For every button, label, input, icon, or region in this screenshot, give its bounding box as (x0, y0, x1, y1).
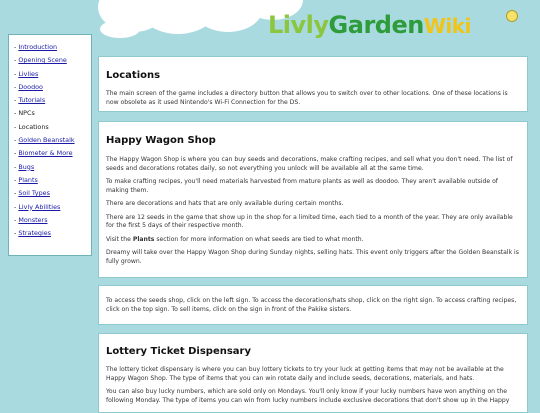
sidebar-item-monsters[interactable]: - Monsters (14, 215, 48, 224)
lottery-section (98, 333, 528, 413)
sidebar-item-label: NPCs (18, 109, 35, 118)
sidebar-item-label[interactable]: Opening Scene (18, 56, 67, 65)
sidebar-item-bugs[interactable]: - Bugs (14, 162, 35, 171)
sidebar-item-introduction[interactable]: - Introduction (14, 43, 58, 51)
sidebar-item-label[interactable]: Livlies (18, 69, 39, 78)
wagon-text: section for more information on what seeds are tied to what month. (154, 235, 364, 243)
sidebar-item-label[interactable]: Golden Beanstalk (18, 136, 75, 145)
sidebar-item-doodoo[interactable]: - Doodoo (14, 82, 43, 91)
locations-heading: Locations (106, 70, 161, 81)
wagon-paragraph: To make crafting recipes, you'll need materials harvested from mature plants as well as doodoo. They aren't available outside of making them. (106, 178, 498, 194)
locations-text: The main screen of the game includes a directory button that allows you to switch over to other locations. One of these locations is now obsolete as it used Nintendo's Wi-Fi Connection for the DS. (106, 90, 508, 106)
wagon-paragraph: The Happy Wagon Shop is where you can buy seeds and decorations, make crafting recipes, and sell what you don't need. The list of seeds and decorations rotates daily, so not everything you unlock will be available all at the same time. (106, 156, 513, 172)
wagon-text: Visit the (106, 235, 133, 243)
wagon-paragraph (106, 236, 520, 245)
sidebar-item-label[interactable]: Plants (18, 175, 38, 184)
lottery-heading: Lottery Ticket Dispensary (106, 346, 252, 357)
sidebar-item-label[interactable]: Soil Types (18, 189, 50, 198)
sidebar-item-opening-scene[interactable]: - Opening Scene (14, 56, 67, 65)
sidebar-nav (8, 34, 92, 256)
sidebar-item-label[interactable]: Doodoo (18, 82, 43, 91)
sidebar-item-tutorials[interactable]: - Tutorials (14, 96, 46, 105)
shop-access-text: To access the seeds shop, click on the left sign. To access the decorations/hats shop, click on the right sign. To access crafting recipes, click on the top sign. To sell items, click on the sign in front of the Pakike sisters. (106, 297, 517, 313)
sidebar-item-locations: - Locations (14, 122, 49, 131)
sidebar-item-label[interactable]: Tutorials (18, 96, 46, 105)
sidebar-item-label[interactable]: Strategies (18, 229, 51, 238)
logo-text-livly: Livly (268, 11, 329, 39)
logo-text-wiki: Wiki (423, 14, 471, 38)
wagon-paragraph: Dreamy will take over the Happy Wagon Shop during Sunday nights, selling hats. This event only triggers after the Golden Beanstalk is fully grown. (106, 249, 519, 265)
sidebar-item-soil-types[interactable]: - Soil Types (14, 189, 50, 198)
sidebar-item-npcs: - NPCs (14, 109, 35, 118)
lottery-paragraph: You can also buy lucky numbers, which are sold only on Mondays. You'll only know if your lucky numbers have won anything on the following Monday. The type of items you can win from lucky numbers include exclusive decorations that don't show up in the Happy (106, 388, 510, 404)
happy-wagon-shop-section (98, 121, 528, 278)
sidebar-item-livlies[interactable]: - Livlies (14, 69, 39, 78)
logo-text-garden: Garden (328, 11, 424, 39)
sidebar-item-label[interactable]: Introduction (18, 43, 58, 51)
sidebar-item-label[interactable]: Bugs (18, 162, 35, 171)
sidebar-item-label[interactable]: Monsters (18, 215, 48, 224)
wagon-paragraph: There are 12 seeds in the game that show up in the shop for a limited time, each tied to a month of the year. They are only available for the first 5 days of their respective month. (106, 213, 513, 229)
sidebar-item-label[interactable]: Biometer & More (18, 149, 73, 158)
sidebar-item-label: Locations (18, 122, 49, 131)
wagon-paragraph: There are decorations and hats that are only available during certain months. (106, 200, 344, 207)
locations-section (98, 56, 528, 112)
plants-link[interactable]: Plants (132, 235, 155, 243)
lottery-paragraph: The lottery ticket dispensary is where you can buy lottery tickets to try your luck at getting items that may not be available at the Happy Wagon Shop. The type of items that you can win rotate daily and include seeds, decorations, materials, and hats. (106, 366, 504, 382)
logo-flower-icon (506, 10, 518, 22)
site-logo[interactable] (268, 8, 520, 42)
sidebar-item-livly-abilities[interactable]: - Livly Abilities (14, 202, 61, 211)
sidebar-item-biometer-more[interactable]: - Biometer & More (14, 149, 73, 158)
sidebar-item-strategies[interactable]: - Strategies (14, 229, 51, 238)
happy-wagon-shop-heading: Happy Wagon Shop (106, 135, 216, 146)
shop-access-section (98, 285, 528, 325)
sidebar-item-golden-beanstalk[interactable]: - Golden Beanstalk (14, 136, 75, 145)
sidebar-item-label[interactable]: Livly Abilities (18, 202, 61, 211)
sidebar-item-plants[interactable]: - Plants (14, 175, 38, 184)
